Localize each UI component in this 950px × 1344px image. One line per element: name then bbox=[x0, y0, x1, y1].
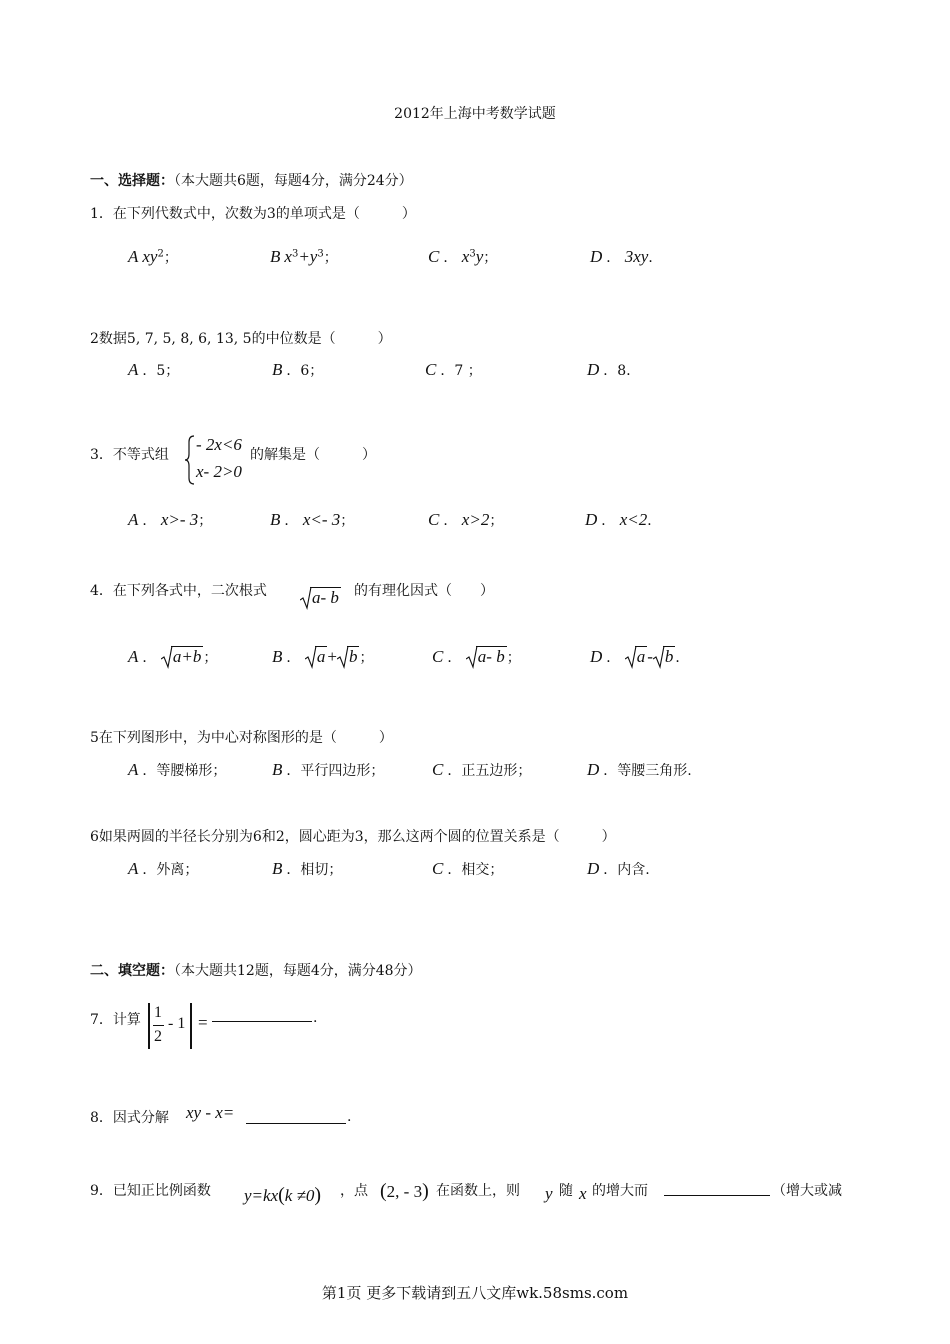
q4-prefix: 4．在下列各式中，二次根式 bbox=[90, 583, 267, 599]
q4-option-d: D ． a - b ． bbox=[590, 647, 690, 666]
q4-option-c: C ． a- b ； bbox=[432, 647, 521, 666]
q9-end: （增大或减 bbox=[772, 1183, 842, 1199]
q8-expression: xy - x= bbox=[186, 1103, 235, 1122]
q4-radical: a- b bbox=[300, 588, 341, 608]
q3-option-b: B ． x<- 3； bbox=[270, 510, 355, 529]
q9-mid-2: 在函数上，则 bbox=[436, 1183, 520, 1199]
q3-option-c: C ． x>2； bbox=[428, 510, 504, 529]
question-6: 6如果两圆的半径长分别为6和2，圆心距为3，那么这两个圆的位置关系是（ ） bbox=[90, 829, 616, 845]
q9-prefix: 9．已知正比例函数 bbox=[90, 1183, 211, 1199]
q2-option-b: B ．6； bbox=[272, 360, 324, 379]
q7-equals: = bbox=[198, 1013, 208, 1032]
q9-point: (2, - 3) bbox=[380, 1180, 429, 1202]
q4-option-a: A ． a+b ； bbox=[128, 647, 218, 666]
section-2-note: （本大题共12题，每题4分，满分48分） bbox=[174, 963, 422, 979]
q3-brace bbox=[184, 434, 196, 486]
q9-mid-1: ，点 bbox=[340, 1183, 368, 1199]
question-1: 1．在下列代数式中，次数为3的单项式是（ ） bbox=[90, 206, 416, 222]
q3-option-a: A ． x>- 3； bbox=[128, 510, 213, 529]
question-5: 5在下列图形中，为中心对称图形的是（ ） bbox=[90, 730, 393, 746]
q7-prefix: 7．计算 bbox=[90, 1012, 141, 1028]
q2-option-d: D ．8． bbox=[587, 360, 641, 379]
q7-end: . bbox=[313, 1010, 318, 1026]
q3-inequality-1: - 2x<6 bbox=[196, 435, 242, 454]
q3-suffix: 的解集是（ ） bbox=[250, 447, 376, 463]
page-footer: 第1页 更多下载请到五八文库wk.58sms.com bbox=[321, 1284, 629, 1302]
q1-option-c: C ． $x^3y$； bbox=[428, 247, 498, 266]
q7-denominator: 2 bbox=[154, 1028, 162, 1045]
q9-y-var: y bbox=[545, 1184, 553, 1203]
q5-option-a: A ．等腰梯形； bbox=[128, 760, 227, 779]
q6-option-c: C ．相交； bbox=[432, 859, 504, 878]
section-1-label: 一、选择题： bbox=[90, 173, 174, 189]
page-title: 2012年上海中考数学试题 bbox=[394, 106, 556, 122]
section-1-note: （本大题共6题，每题4分，满分24分） bbox=[174, 173, 413, 189]
q9-mid-3: 随 bbox=[559, 1183, 573, 1199]
q5-option-d: D ．等腰三角形. bbox=[587, 760, 692, 779]
q6-option-a: A ．外离； bbox=[128, 859, 199, 878]
q6-option-d: D ．内含. bbox=[587, 859, 650, 878]
section-1-heading bbox=[90, 170, 413, 190]
q7-abs-bar-right bbox=[190, 1003, 192, 1049]
section-2-label: 二、填空题： bbox=[90, 963, 174, 979]
section-2-heading bbox=[90, 960, 422, 980]
q3-inequality-2: x- 2>0 bbox=[196, 462, 242, 481]
q4-suffix: 的有理化因式（ ） bbox=[354, 583, 494, 599]
q7-numerator: 1 bbox=[154, 1004, 162, 1021]
q9-x-var: x bbox=[579, 1184, 587, 1203]
q1-option-b: B $x^3+y^3$； bbox=[270, 247, 338, 266]
q5-option-b: B ．平行四边形； bbox=[272, 760, 385, 779]
q8-end: . bbox=[347, 1109, 352, 1125]
q7-abs-bar-left bbox=[148, 1003, 150, 1049]
q6-option-b: B ．相切； bbox=[272, 859, 343, 878]
q9-function: y=kx(k ≠0) bbox=[244, 1184, 322, 1206]
q2-option-c: C ．7 ； bbox=[425, 360, 482, 379]
q8-prefix: 8．因式分解 bbox=[90, 1110, 169, 1126]
q1-option-d: D ． 3xy． bbox=[590, 247, 663, 266]
q2-option-a: A ．5； bbox=[128, 360, 180, 379]
q5-option-c: C ．正五边形； bbox=[432, 760, 532, 779]
q1-option-a: A $xy^2$； bbox=[128, 247, 178, 266]
q9-mid-4: 的增大而 bbox=[592, 1183, 648, 1199]
q7-fraction-line bbox=[153, 1025, 164, 1026]
q3-option-d: D ． x<2． bbox=[585, 510, 662, 529]
q7-answer-blank[interactable] bbox=[212, 1021, 312, 1022]
q4-option-b: B ． a + b ； bbox=[272, 647, 374, 666]
q3-prefix: 3．不等式组 bbox=[90, 447, 169, 463]
q9-answer-blank[interactable] bbox=[664, 1195, 770, 1196]
q7-minus-one: - 1 bbox=[168, 1015, 186, 1032]
q8-answer-blank[interactable] bbox=[246, 1123, 346, 1124]
question-2: 2数据5, 7, 5, 8, 6, 13, 5的中位数是（ ） bbox=[90, 331, 392, 347]
